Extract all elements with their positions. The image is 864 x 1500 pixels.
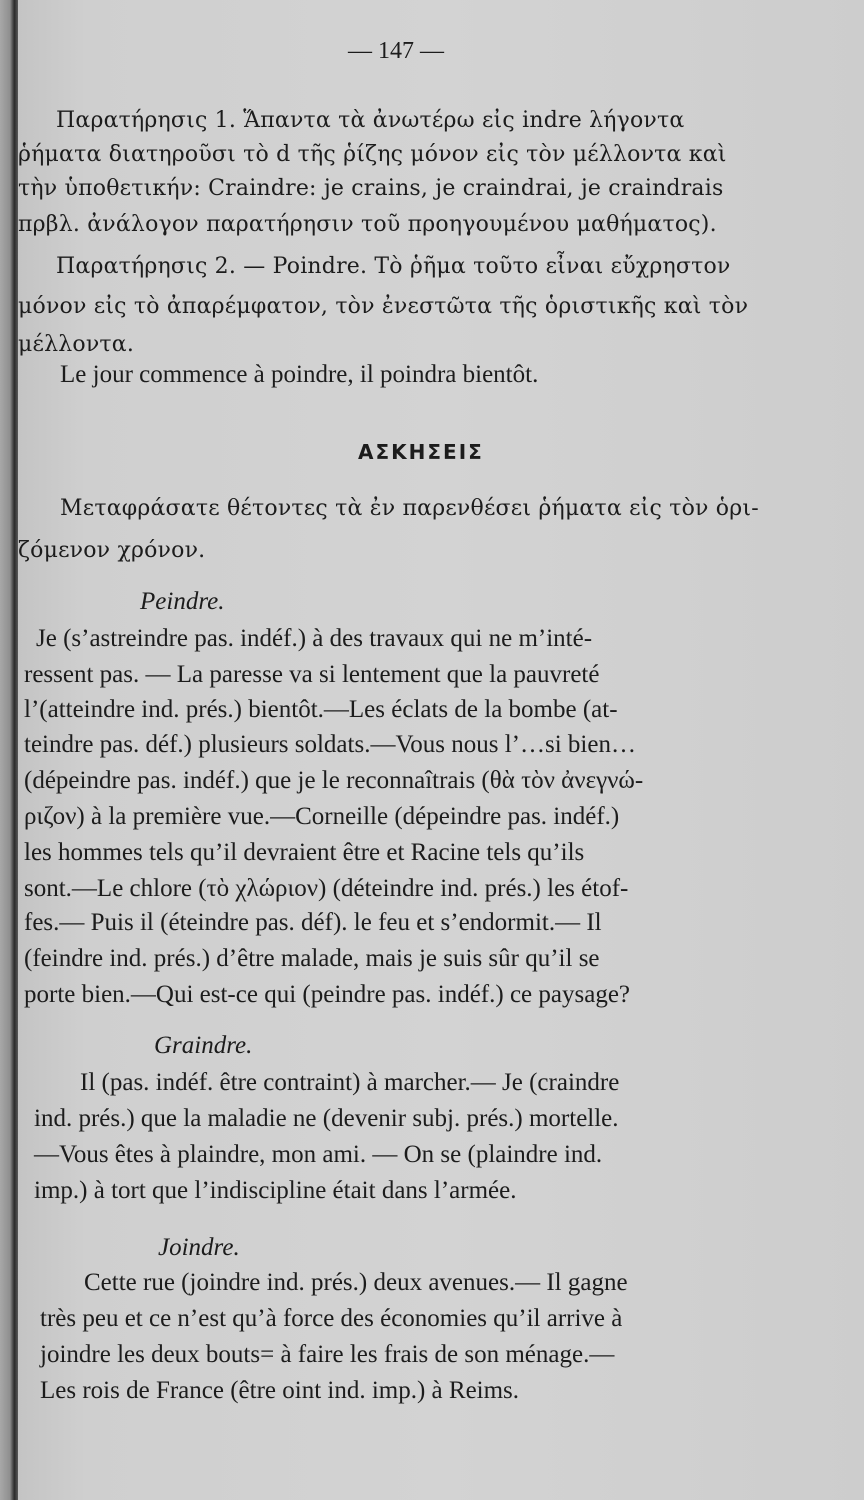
remark-1-line: τὴν ὑποθετικήν: Craindre: je crains, je craindrai, je craindrais — [18, 176, 724, 201]
remark-2-example: Le jour commence à poindre, il poindra bientôt. — [60, 361, 539, 388]
exercise-line: teindre pas. déf.) plusieurs soldats.—Vous nous l’…si bien… — [24, 731, 636, 758]
section-title: Joindre. — [158, 1234, 240, 1261]
exercise-line: ριζον) à la première vue.—Corneille (dépeindre pas. indéf.) — [24, 803, 620, 830]
book-binding-edge — [0, 0, 18, 1500]
page-number: — 147 — — [348, 38, 444, 64]
remark-1-line: ῥήματα διατηροῦσι τὸ d τῆς ῥίζης μόνον εἰς τὸν μέλλοντα καὶ — [18, 142, 727, 167]
exercise-line: Cette rue (joindre ind. prés.) deux avenues.— Il gagne — [84, 1269, 628, 1296]
book-page — [18, 0, 864, 1500]
section-title: Peindre. — [140, 588, 225, 615]
exercise-line: ressent pas. — La paresse va si lentement que la pauvreté — [24, 661, 600, 688]
exercise-line: Les rois de France (être oint ind. imp.) à Reims. — [40, 1377, 520, 1404]
exercise-line: sont.—Le chlore (τὸ χλώριον) (déteindre ind. prés.) les étof- — [24, 875, 629, 902]
exercise-line: l’(atteindre ind. prés.) bientôt.—Les éclats de la bombe (at- — [24, 696, 618, 723]
exercise-line: très peu et ce n’est qu’à force des économies qu’il arrive à — [40, 1305, 623, 1332]
exercise-line: Il (pas. indéf. être contraint) à marcher.— Je (craindre — [80, 1069, 620, 1096]
exercise-line: ind. prés.) que la maladie ne (devenir subj. prés.) mortelle. — [34, 1105, 619, 1132]
remark-2-line: Παρατήρησις 2. — Poindre. Τὸ ῥῆμα τοῦτο εἶναι εὔχρηστον — [56, 254, 731, 279]
exercises-heading: ΑΣΚΗΣΕΙΣ — [358, 440, 484, 464]
remark-2-line: μέλλοντα. — [18, 332, 135, 357]
remark-2-line: μόνον εἰς τὸ ἀπαρέμφατον, τὸν ἐνεστῶτα τῆς ὁριστικῆς καὶ τὸν — [18, 294, 749, 319]
exercise-line: Je (s’astreindre pas. indéf.) à des travaux qui ne m’inté- — [36, 625, 593, 652]
instruction-line: Μεταφράσατε θέτοντες τὰ ἐν παρενθέσει ῥήματα εἰς τὸν ὁρι- — [60, 496, 759, 521]
exercise-line: —Vous êtes à plaindre, mon ami. — On se (plaindre ind. — [34, 1141, 603, 1168]
exercise-line: joindre les deux bouts= à faire les frais de son ménage.— — [40, 1341, 615, 1368]
exercise-line: (dépeindre pas. indéf.) que je le reconnaîtrais (θὰ τὸν ἀνεγνώ- — [24, 767, 644, 794]
remark-1-line: πρβλ. ἀνάλογον παρατήρησιν τοῦ προηγουμένου μαθήματος). — [18, 212, 717, 237]
remark-1-line: Παρατήρησις 1. Ἅπαντα τὰ ἀνωτέρω εἰς indre λήγοντα — [56, 108, 685, 133]
exercise-line: imp.) à tort que l’indiscipline était dans l’armée. — [34, 1177, 517, 1204]
exercise-line: les hommes tels qu’il devraient être et Racine tels qu’ils — [24, 839, 585, 866]
exercise-line: porte bien.—Qui est-ce qui (peindre pas. indéf.) ce paysage? — [24, 981, 631, 1008]
exercise-line: (feindre ind. prés.) d’être malade, mais je suis sûr qu’il se — [24, 945, 600, 972]
instruction-line: ζόμενον χρόνον. — [18, 538, 206, 563]
section-title: Graindre. — [154, 1032, 253, 1059]
exercise-line: fes.— Puis il (éteindre pas. déf). le feu et s’endormit.— Il — [24, 909, 602, 936]
